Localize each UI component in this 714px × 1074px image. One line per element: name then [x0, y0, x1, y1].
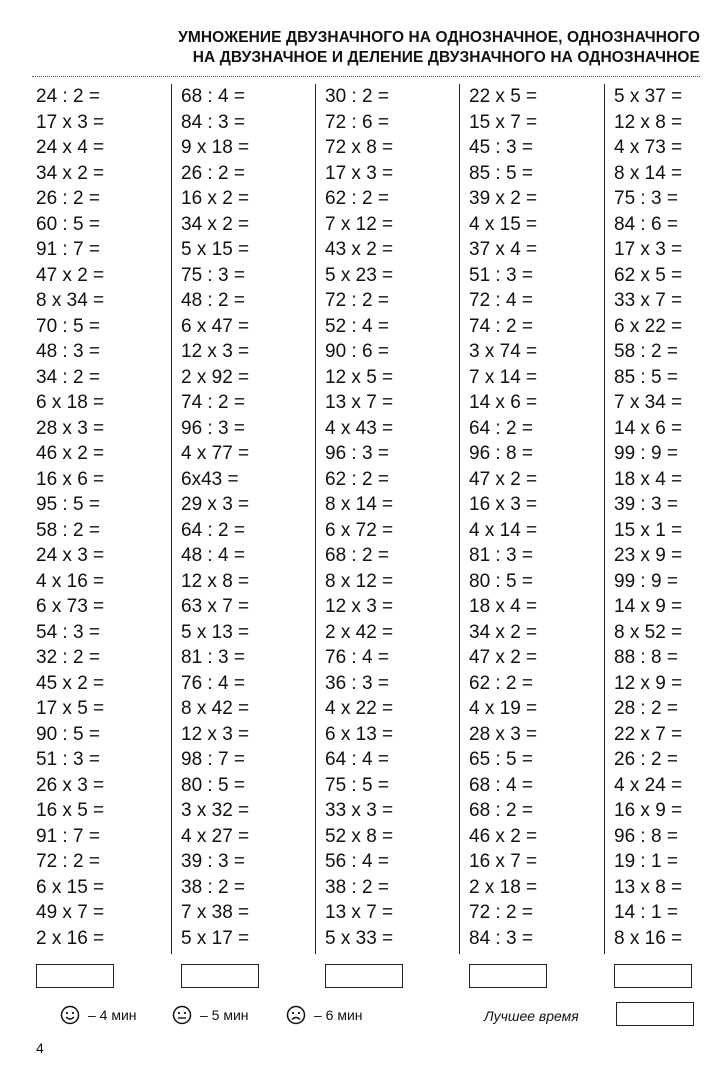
exercise-item: 75 : 3 =: [614, 188, 678, 209]
time-box-5[interactable]: [614, 964, 692, 988]
time-box-2[interactable]: [181, 964, 259, 988]
exercise-item: 16 x 2 =: [181, 188, 250, 209]
exercise-item: 32 : 2 =: [36, 647, 100, 668]
exercise-item: 8 x 52 =: [614, 621, 683, 643]
exercise-item: 33 x 7 =: [614, 290, 683, 311]
exercise-item: 99 : 9 =: [614, 443, 678, 464]
exercise-item: 96 : 3 =: [181, 417, 245, 439]
exercise-item: 6 x 15 =: [36, 876, 105, 898]
exercise-item: 65 : 5 =: [469, 749, 533, 770]
exercise-item: 6 x 47 =: [181, 315, 250, 337]
exercise-item: 4 x 15 =: [469, 213, 538, 235]
exercise-item: 88 : 8 =: [614, 647, 678, 668]
exercise-item: 14 x 6 =: [469, 392, 538, 413]
exercise-item: 8 x 14 =: [614, 162, 683, 184]
exercise-item: 14 x 6 =: [614, 417, 683, 439]
exercise-item: 6 x 13 =: [325, 723, 394, 745]
exercise-item: 47 x 2 =: [36, 264, 105, 286]
exercise-item: 12 x 8 =: [614, 111, 683, 133]
exercise-item: 2 x 16 =: [36, 927, 105, 949]
exercise-item: 5 x 13 =: [181, 621, 250, 643]
exercise-item: 23 x 9 =: [614, 545, 683, 566]
exercise-item: 58 : 2 =: [614, 341, 678, 362]
exercise-item: 12 x 3 =: [325, 596, 394, 617]
exercise-item: 7 x 38 =: [181, 902, 250, 923]
exercise-item: 17 x 3 =: [614, 239, 683, 260]
exercise-item: 74 : 2 =: [469, 315, 533, 337]
exercise-item: 26 : 2 =: [614, 749, 678, 770]
exercise-item: 13 x 8 =: [614, 876, 683, 898]
exercise-item: 51 : 3 =: [469, 264, 533, 286]
legend-item-6min: [286, 1005, 363, 1025]
exercise-item: 8 x 14 =: [325, 494, 394, 515]
exercise-item: 68 : 2 =: [325, 545, 389, 566]
exercise-item: 58 : 2 =: [36, 519, 100, 541]
exercise-item: 76 : 4 =: [181, 672, 245, 694]
exercise-item: 84 : 3 =: [469, 927, 533, 949]
exercise-item: 84 : 3 =: [181, 111, 245, 133]
exercise-item: 62 x 5 =: [614, 264, 683, 286]
exercise-item: 17 x 3 =: [36, 111, 105, 133]
exercise-item: 3 x 74 =: [469, 341, 538, 362]
exercise-item: 62 : 2 =: [325, 468, 389, 490]
exercise-item: 60 : 5 =: [36, 213, 100, 235]
exercise-item: 37 x 4 =: [469, 239, 538, 260]
exercise-item: 4 x 14 =: [469, 519, 538, 541]
exercise-item: 36 : 3 =: [325, 672, 389, 694]
time-box-1[interactable]: [36, 964, 114, 988]
exercise-item: 16 x 5 =: [36, 800, 105, 821]
time-box-4[interactable]: [469, 964, 547, 988]
exercise-item: 91 : 7 =: [36, 825, 100, 847]
time-box-3[interactable]: [325, 964, 403, 988]
exercise-item: 4 x 19 =: [469, 698, 538, 719]
exercise-item: 80 : 5 =: [469, 570, 533, 592]
exercise-item: 6x43 =: [181, 468, 239, 490]
exercise-item: 64 : 2 =: [469, 417, 533, 439]
exercise-item: 12 x 3 =: [181, 723, 250, 745]
exercise-item: 9 x 18 =: [181, 137, 250, 158]
exercise-item: 2 x 18 =: [469, 876, 538, 898]
exercise-item: 16 x 9 =: [614, 800, 683, 821]
exercise-item: 95 : 5 =: [36, 494, 100, 515]
exercise-item: 64 : 4 =: [325, 749, 389, 770]
exercise-column-3: [325, 84, 393, 951]
exercise-item: 45 : 3 =: [469, 137, 533, 158]
exercise-item: 8 x 34 =: [36, 290, 105, 311]
exercise-item: 4 x 27 =: [181, 825, 250, 847]
exercise-item: 16 x 7 =: [469, 851, 538, 872]
exercise-item: 26 : 2 =: [181, 162, 245, 184]
exercise-item: 49 x 7 =: [36, 902, 105, 923]
exercise-item: 22 x 5 =: [469, 86, 538, 107]
exercise-item: 5 x 23 =: [325, 264, 394, 286]
exercise-item: 4 x 77 =: [181, 443, 250, 464]
exercise-item: 96 : 8 =: [614, 825, 678, 847]
exercise-item: 29 x 3 =: [181, 494, 250, 515]
exercise-item: 85 : 5 =: [614, 366, 678, 388]
exercise-item: 3 x 32 =: [181, 800, 250, 821]
exercise-item: 56 : 4 =: [325, 851, 389, 872]
exercise-item: 48 : 3 =: [36, 341, 100, 362]
exercise-item: 51 : 3 =: [36, 749, 100, 770]
exercise-item: 74 : 2 =: [181, 392, 245, 413]
exercise-item: 68 : 2 =: [469, 800, 533, 821]
exercise-item: 38 : 2 =: [325, 876, 389, 898]
exercise-item: 15 x 1 =: [614, 519, 683, 541]
exercise-item: 19 : 1 =: [614, 851, 678, 872]
dotted-divider: [32, 76, 700, 77]
legend-text: – 6 мин: [314, 1007, 363, 1023]
exercise-item: 7 x 14 =: [469, 366, 538, 388]
exercise-column-1: [36, 84, 104, 951]
exercise-item: 13 x 7 =: [325, 392, 394, 413]
exercise-item: 18 x 4 =: [469, 596, 538, 617]
best-time-box[interactable]: [616, 1002, 694, 1026]
exercise-item: 72 : 2 =: [469, 902, 533, 923]
exercise-item: 91 : 7 =: [36, 239, 100, 260]
best-time-label: Лучшее время: [484, 1008, 579, 1024]
exercise-item: 14 : 1 =: [614, 902, 678, 923]
exercise-item: 52 : 4 =: [325, 315, 389, 337]
exercise-item: 90 : 5 =: [36, 723, 100, 745]
exercise-item: 48 : 2 =: [181, 290, 245, 311]
exercise-item: 24 x 4 =: [36, 137, 105, 158]
exercise-item: 96 : 3 =: [325, 443, 389, 464]
exercise-item: 62 : 2 =: [469, 672, 533, 694]
exercise-item: 75 : 5 =: [325, 774, 389, 796]
exercise-item: 72 : 6 =: [325, 111, 389, 133]
exercise-item: 28 : 2 =: [614, 698, 678, 719]
exercise-item: 72 : 2 =: [325, 290, 389, 311]
page-number: 4: [36, 1040, 44, 1056]
exercise-item: 8 x 42 =: [181, 698, 250, 719]
column-separator: [171, 84, 172, 954]
exercise-item: 28 x 3 =: [36, 417, 105, 439]
exercise-item: 4 x 22 =: [325, 698, 394, 719]
exercise-item: 38 : 2 =: [181, 876, 245, 898]
exercise-item: 39 : 3 =: [181, 851, 245, 872]
exercise-item: 34 x 2 =: [469, 621, 538, 643]
exercise-item: 24 : 2 =: [36, 86, 100, 107]
exercise-item: 4 x 43 =: [325, 417, 394, 439]
exercise-item: 5 x 33 =: [325, 927, 394, 949]
exercise-item: 68 : 4 =: [181, 86, 245, 107]
exercise-item: 34 x 2 =: [36, 162, 105, 184]
column-separator: [604, 84, 605, 954]
exercise-item: 68 : 4 =: [469, 774, 533, 796]
exercise-item: 28 x 3 =: [469, 723, 538, 745]
legend-item-4min: [60, 1005, 137, 1025]
exercise-item: 81 : 3 =: [469, 545, 533, 566]
exercise-item: 62 : 2 =: [325, 188, 389, 209]
exercise-item: 30 : 2 =: [325, 86, 389, 107]
exercise-item: 6 x 73 =: [36, 596, 105, 617]
exercise-item: 47 x 2 =: [469, 647, 538, 668]
exercise-item: 52 x 8 =: [325, 825, 394, 847]
exercise-item: 7 x 34 =: [614, 392, 683, 413]
exercise-item: 96 : 8 =: [469, 443, 533, 464]
exercise-item: 14 x 9 =: [614, 596, 683, 617]
title-line-1: УМНОЖЕНИЕ ДВУЗНАЧНОГО НА ОДНОЗНАЧНОЕ, ОДНОЗНАЧНОГО: [178, 29, 700, 46]
exercise-item: 90 : 6 =: [325, 341, 389, 362]
exercise-item: 5 x 17 =: [181, 927, 250, 949]
exercise-item: 6 x 72 =: [325, 519, 394, 541]
exercise-column-5: [614, 84, 682, 951]
exercise-item: 98 : 7 =: [181, 749, 245, 770]
exercise-item: 4 x 73 =: [614, 137, 683, 158]
exercise-item: 72 : 2 =: [36, 851, 100, 872]
exercise-item: 72 x 8 =: [325, 137, 394, 158]
exercise-item: 81 : 3 =: [181, 647, 245, 668]
exercise-column-4: [469, 84, 537, 951]
exercise-item: 16 x 6 =: [36, 468, 105, 490]
exercise-item: 85 : 5 =: [469, 162, 533, 184]
exercise-item: 45 x 2 =: [36, 672, 105, 694]
exercise-item: 8 x 12 =: [325, 570, 394, 592]
exercise-item: 43 x 2 =: [325, 239, 394, 260]
exercise-item: 26 : 2 =: [36, 188, 100, 209]
exercise-item: 12 x 5 =: [325, 366, 394, 388]
exercise-item: 46 x 2 =: [469, 825, 538, 847]
exercise-item: 12 x 8 =: [181, 570, 250, 592]
exercise-item: 39 : 3 =: [614, 494, 678, 515]
exercise-item: 12 x 9 =: [614, 672, 683, 694]
exercise-item: 5 x 15 =: [181, 239, 250, 260]
exercise-item: 15 x 7 =: [469, 111, 538, 133]
page-title: [70, 28, 700, 68]
exercise-item: 6 x 18 =: [36, 392, 105, 413]
legend-text: – 4 мин: [88, 1007, 137, 1023]
exercise-column-2: [181, 84, 249, 951]
column-separator: [459, 84, 460, 954]
exercise-item: 18 x 4 =: [614, 468, 683, 490]
exercise-item: 75 : 3 =: [181, 264, 245, 286]
exercise-item: 5 x 37 =: [614, 86, 683, 107]
exercise-item: 84 : 6 =: [614, 213, 678, 235]
exercise-item: 22 x 7 =: [614, 723, 683, 745]
exercise-item: 7 x 12 =: [325, 213, 394, 235]
exercise-item: 80 : 5 =: [181, 774, 245, 796]
exercise-item: 26 x 3 =: [36, 774, 105, 796]
exercise-item: 12 x 3 =: [181, 341, 250, 362]
exercise-item: 4 x 16 =: [36, 570, 105, 592]
column-separator: [315, 84, 316, 954]
exercise-item: 70 : 5 =: [36, 315, 100, 337]
exercise-item: 17 x 5 =: [36, 698, 105, 719]
exercise-item: 24 x 3 =: [36, 545, 105, 566]
exercise-item: 6 x 22 =: [614, 315, 683, 337]
exercise-item: 16 x 3 =: [469, 494, 538, 515]
exercise-item: 34 : 2 =: [36, 366, 100, 388]
exercise-item: 76 : 4 =: [325, 647, 389, 668]
exercise-item: 8 x 16 =: [614, 927, 683, 949]
legend-text: – 5 мин: [200, 1007, 249, 1023]
exercise-item: 63 x 7 =: [181, 596, 250, 617]
exercise-item: 4 x 24 =: [614, 774, 683, 796]
exercise-item: 39 x 2 =: [469, 188, 538, 209]
legend-item-5min: [172, 1005, 249, 1025]
exercise-item: 47 x 2 =: [469, 468, 538, 490]
exercise-item: 2 x 42 =: [325, 621, 394, 643]
exercise-item: 99 : 9 =: [614, 570, 678, 592]
smile-face-icon: [60, 1005, 80, 1025]
exercise-item: 54 : 3 =: [36, 621, 100, 643]
exercise-item: 33 x 3 =: [325, 800, 394, 821]
exercise-item: 46 x 2 =: [36, 443, 105, 464]
exercise-item: 34 x 2 =: [181, 213, 250, 235]
exercise-item: 13 x 7 =: [325, 902, 394, 923]
exercise-item: 17 x 3 =: [325, 162, 394, 184]
sad-face-icon: [286, 1005, 306, 1025]
exercise-item: 2 x 92 =: [181, 366, 250, 388]
exercise-item: 72 : 4 =: [469, 290, 533, 311]
neutral-face-icon: [172, 1005, 192, 1025]
title-line-2: НА ДВУЗНАЧНОЕ И ДЕЛЕНИЕ ДВУЗНАЧНОГО НА ОДНОЗНАЧНОЕ: [192, 49, 700, 66]
exercise-item: 64 : 2 =: [181, 519, 245, 541]
exercise-item: 48 : 4 =: [181, 545, 245, 566]
